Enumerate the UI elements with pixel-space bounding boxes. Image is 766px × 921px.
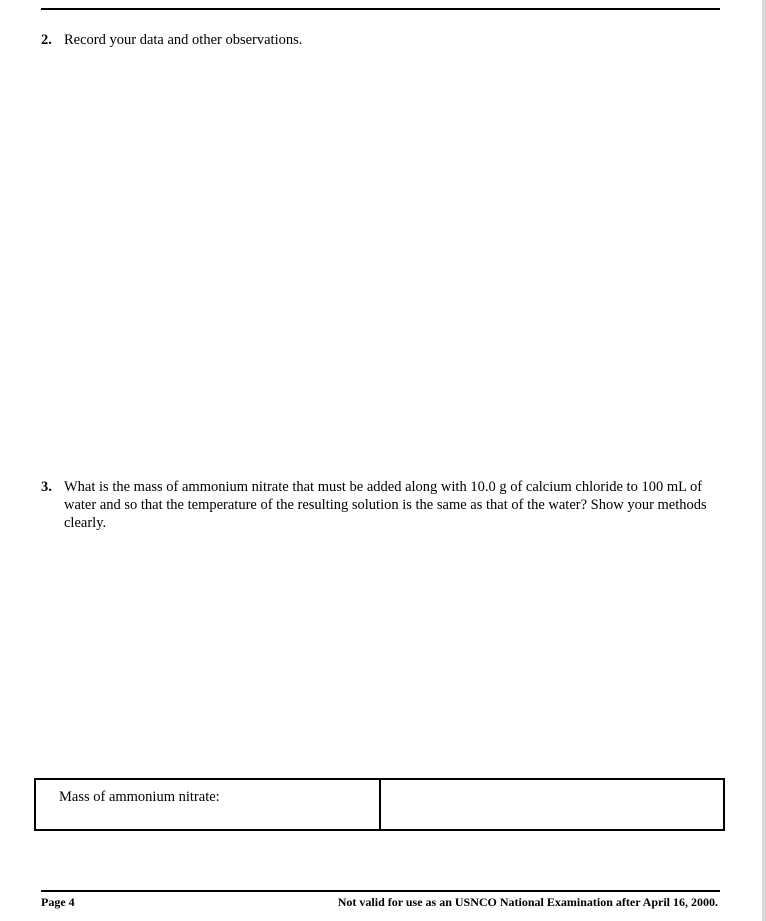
- footer-rule: [41, 890, 720, 892]
- header-rule: [41, 8, 720, 10]
- answer-box: [34, 778, 725, 831]
- answer-label: Mass of ammonium nitrate:: [36, 780, 381, 829]
- answer-field[interactable]: [381, 780, 723, 829]
- page-edge-shadow: [762, 0, 766, 921]
- question-number: 2.: [41, 32, 52, 48]
- question-text: What is the mass of ammonium nitrate that must be added along with 10.0 g of calcium chloride to 100 mL of water and so that the temperature of the resulting solution is the same as that of the water? Show your methods clearly.: [64, 479, 707, 531]
- question-2: [41, 31, 721, 49]
- question-3: [41, 478, 721, 532]
- validity-notice: Not valid for use as an USNCO National Examination after April 16, 2000.: [337, 895, 718, 909]
- question-text: Record your data and other observations.: [64, 32, 303, 48]
- page-number: Page 4: [41, 895, 75, 909]
- question-number: 3.: [41, 479, 52, 495]
